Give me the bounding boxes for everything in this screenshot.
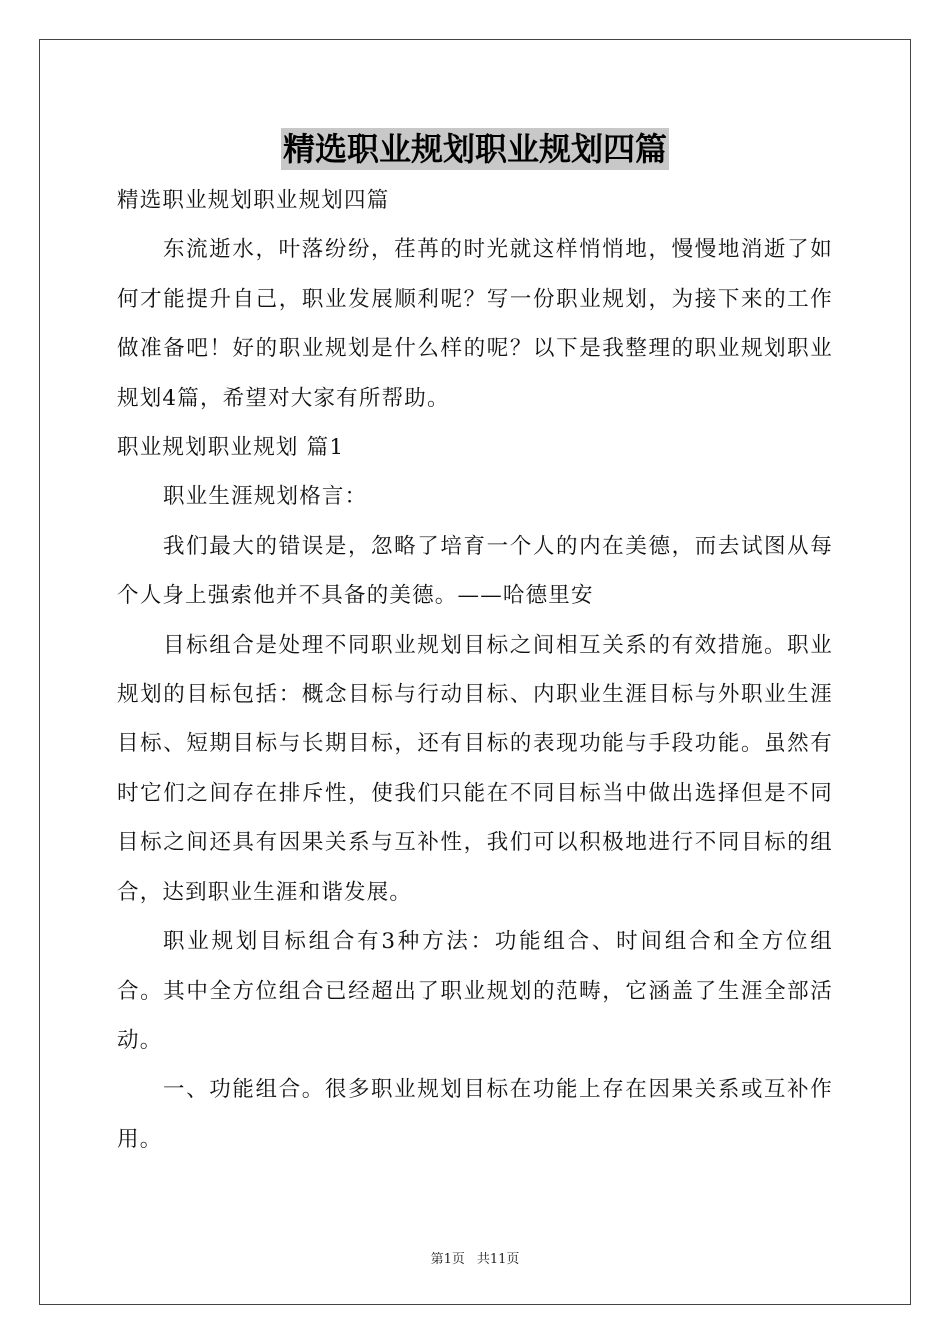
title-container: [0, 128, 950, 170]
paragraph: 精选职业规划职业规划四篇: [117, 188, 390, 213]
paragraph: 东流逝水，叶落纷纷，荏苒的时光就这样悄悄地，慢慢地消逝了如何才能提升自己，职业发展顺利呢？写一份职业规划，为接下来的工作做准备吧！好的职业规划是什么样的呢？以下是我整理的职业规划职业规划4篇，希望对大家有所帮助。: [117, 237, 833, 411]
document-body: [117, 176, 833, 1164]
paragraph: 职业生涯规划格言：: [163, 484, 368, 510]
paragraph: 目标组合是处理不同职业规划目标之间相互关系的有效措施。职业规划的目标包括：概念目标与行动目标、内职业生涯目标与外职业生涯目标、短期目标与长期目标，还有目标的表现功能与手段功能。虽然有时它们之间存在排斥性，使我们只能在不同目标当中做出选择但是不同目标之间还具有因果关系与互补性，我们可以积极地进行不同目标的组合，达到职业生涯和谐发展。: [117, 632, 833, 905]
paragraph: 一、功能组合。很多职业规划目标在功能上存在因果关系或互补作用。: [117, 1077, 833, 1152]
page-number: 第1页: [430, 1252, 465, 1267]
page-footer: [0, 1248, 950, 1267]
document-title: 精选职业规划职业规划四篇: [282, 130, 667, 168]
paragraph: 我们最大的错误是，忽略了培育一个人的内在美德，而去试图从每个人身上强索他并不具备的美德。——哈德里安: [117, 533, 833, 609]
paragraph: 职业规划目标组合有3种方法：功能组合、时间组合和全方位组合。其中全方位组合已经超出了职业规划的范畴，它涵盖了生涯全部活动。: [117, 929, 833, 1053]
page-total: 共11页: [476, 1252, 520, 1267]
section-heading: 职业规划职业规划 篇1: [117, 435, 345, 461]
